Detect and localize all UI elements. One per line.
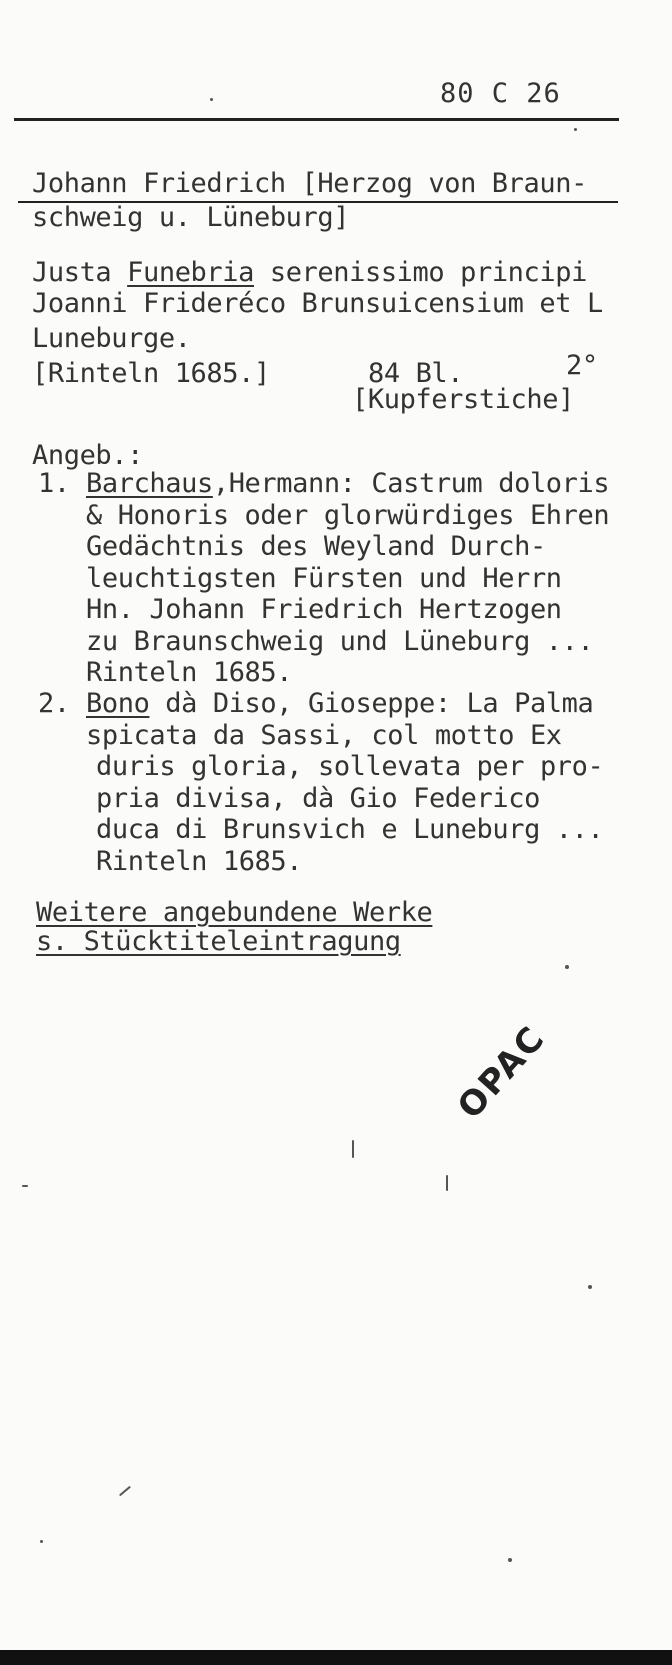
speck [40,1540,43,1543]
title-line-3: Luneburge. [32,323,191,354]
item-2-line-1: Bono dà Diso, Gioseppe: La Palma [86,688,594,719]
item-1-line-5: Hn. Johann Friedrich Hertzogen [86,594,562,625]
item-2-author: Bono [86,688,150,719]
item-1-line-6: zu Braunschweig und Lüneburg ... [86,626,594,657]
bound-with-label: Angeb.: [32,440,143,471]
opac-stamp: OPAC [450,1018,554,1127]
format: 2° [566,350,598,381]
top-rule [14,118,619,121]
speck [508,1558,512,1562]
title-line-1 [32,257,587,289]
item-2-line-2: spicata da Sassi, col motto Ex [86,720,562,751]
title-line-2: Joanni Frideréco Brunsuicensium et L [32,288,603,319]
heading-line-1: Johann Friedrich [Herzog von Braun- [32,168,587,199]
speck [574,128,577,131]
item-1-line-7: Rinteln 1685. [86,657,293,688]
speck [210,98,213,101]
speck [565,965,569,969]
footer-note-line-2: s. Stücktiteleintragung [36,926,401,957]
extent: 84 Bl. [368,358,464,389]
title-keyword: Funebria [127,257,254,288]
item-1-author: Barchaus [86,468,213,499]
title-prefix: Justa [32,257,128,288]
title-rest: serenissimo principi [253,257,587,288]
item-1-line-4: leuchtigsten Fürsten und Herrn [86,563,562,594]
item-1-line-1: Barchaus,Hermann: Castrum doloris [86,468,610,499]
imprint: [Rinteln 1685.] [32,358,270,389]
scan-bottom-edge [0,1650,672,1665]
heading-line-2: schweig u. Lüneburg] [32,202,350,233]
speck [22,1185,28,1187]
speck [588,1285,592,1289]
speck [119,1486,131,1497]
item-2-line-3: duris gloria, sollevata per pro- [96,751,604,782]
item-2-line-4: pria divisa, dà Gio Federico [96,783,540,814]
item-1-number: 1. [38,468,70,499]
item-2-number: 2. [38,688,70,719]
shelfmark: 80 C 26 [440,78,561,109]
speck [352,1140,354,1158]
footer-note-line-1: Weitere angebundene Werke [36,897,433,928]
item-2-line-5: duca di Brunsvich e Luneburg ... [96,814,604,845]
speck [446,1175,448,1191]
item-2-line-6: Rinteln 1685. [96,846,303,877]
item-1-line-3: Gedächtnis des Weyland Durch- [86,531,546,562]
item-1-line-2: & Honoris oder glorwürdiges Ehren [86,500,610,531]
illustration-note: [Kupferstiche] [352,384,574,415]
